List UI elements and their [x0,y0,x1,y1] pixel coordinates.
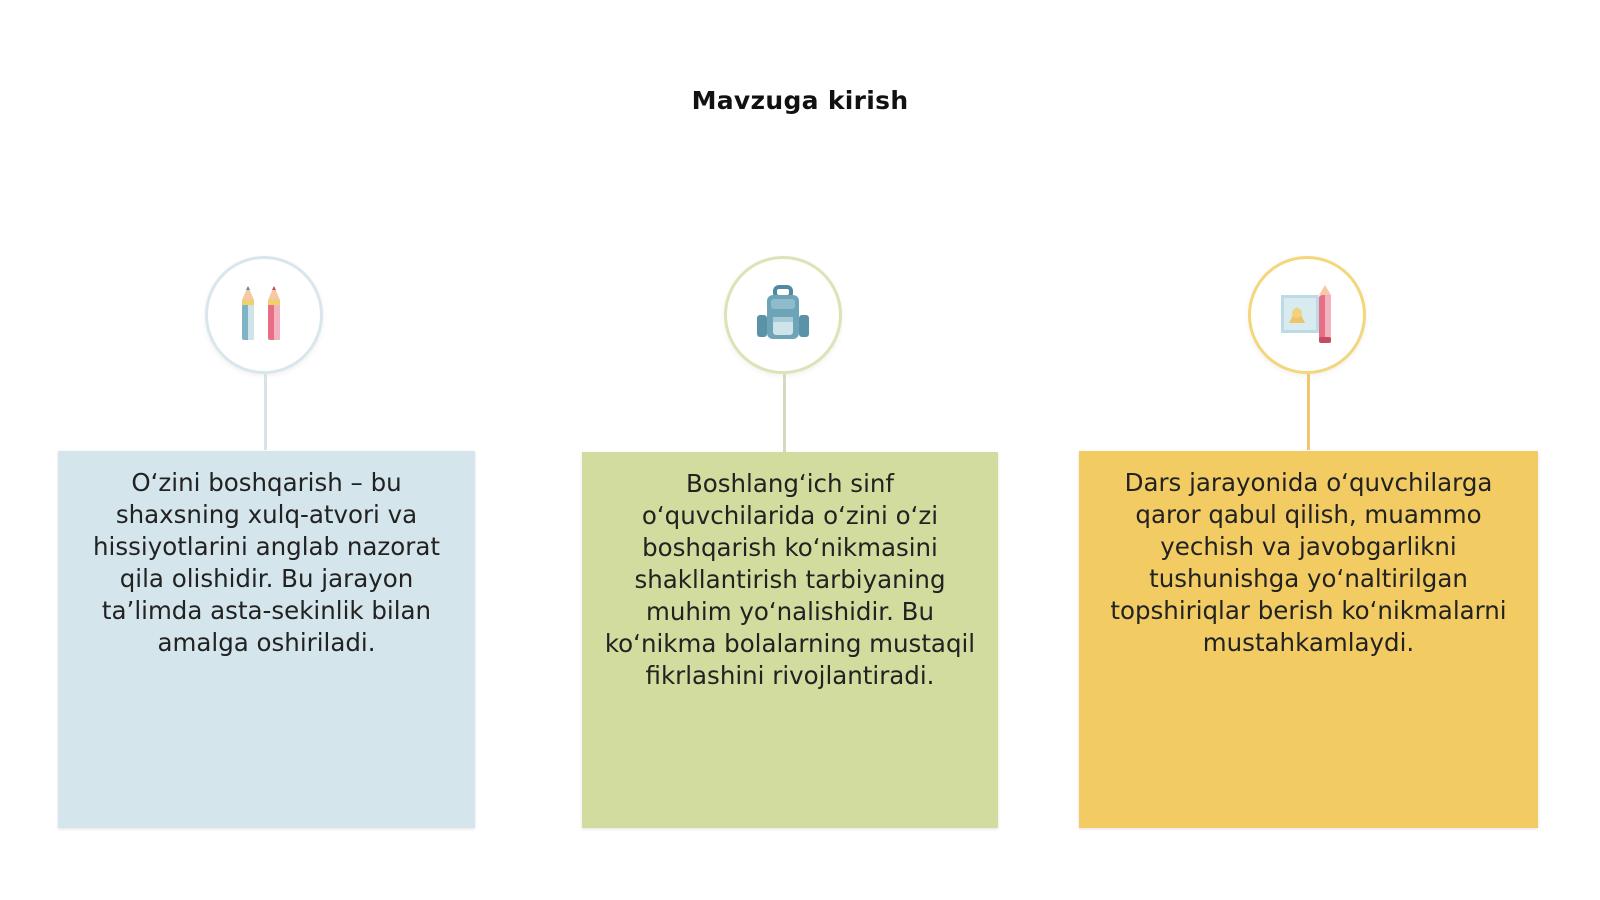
info-card-2 [582,452,998,828]
drawing-board-icon [1275,283,1339,347]
drawing-board-icon-circle [1248,256,1366,374]
connector-line [264,374,267,450]
connector-line [1307,374,1310,450]
backpack-icon [751,283,815,347]
pencils-icon-circle [205,256,323,374]
slide-title: Mavzuga kirish [691,86,909,115]
info-card-1 [58,451,475,828]
info-card-3 [1079,451,1538,828]
info-card-text: Boshlang‘ich sinf o‘quvchilarida o‘zini o‘zi boshqarish ko‘nikmasini shakllantirish tarbiyaning muhim yo‘nalishidir. Bu ko‘nikma bolalarning mustaqil fikrlashini rivojlantiradi. [604,469,976,690]
connector-line [783,374,786,452]
info-card-text: O‘zini boshqarish – bu shaxsning xulq-atvori va hissiyotlarini anglab nazorat qila olishidir. Bu jarayon ta’limda asta-sekinlik bilan amalga oshiriladi. [93,468,440,657]
backpack-icon-circle [724,256,842,374]
pencils-icon [234,280,294,350]
info-card-text: Dars jarayonida o‘quvchilarga qaror qabul qilish, muammo yechish va javobgarlikni tushunishga yo‘naltirilgan topshiriqlar berish ko‘nikmalarni mustahkamlaydi. [1110,468,1507,657]
